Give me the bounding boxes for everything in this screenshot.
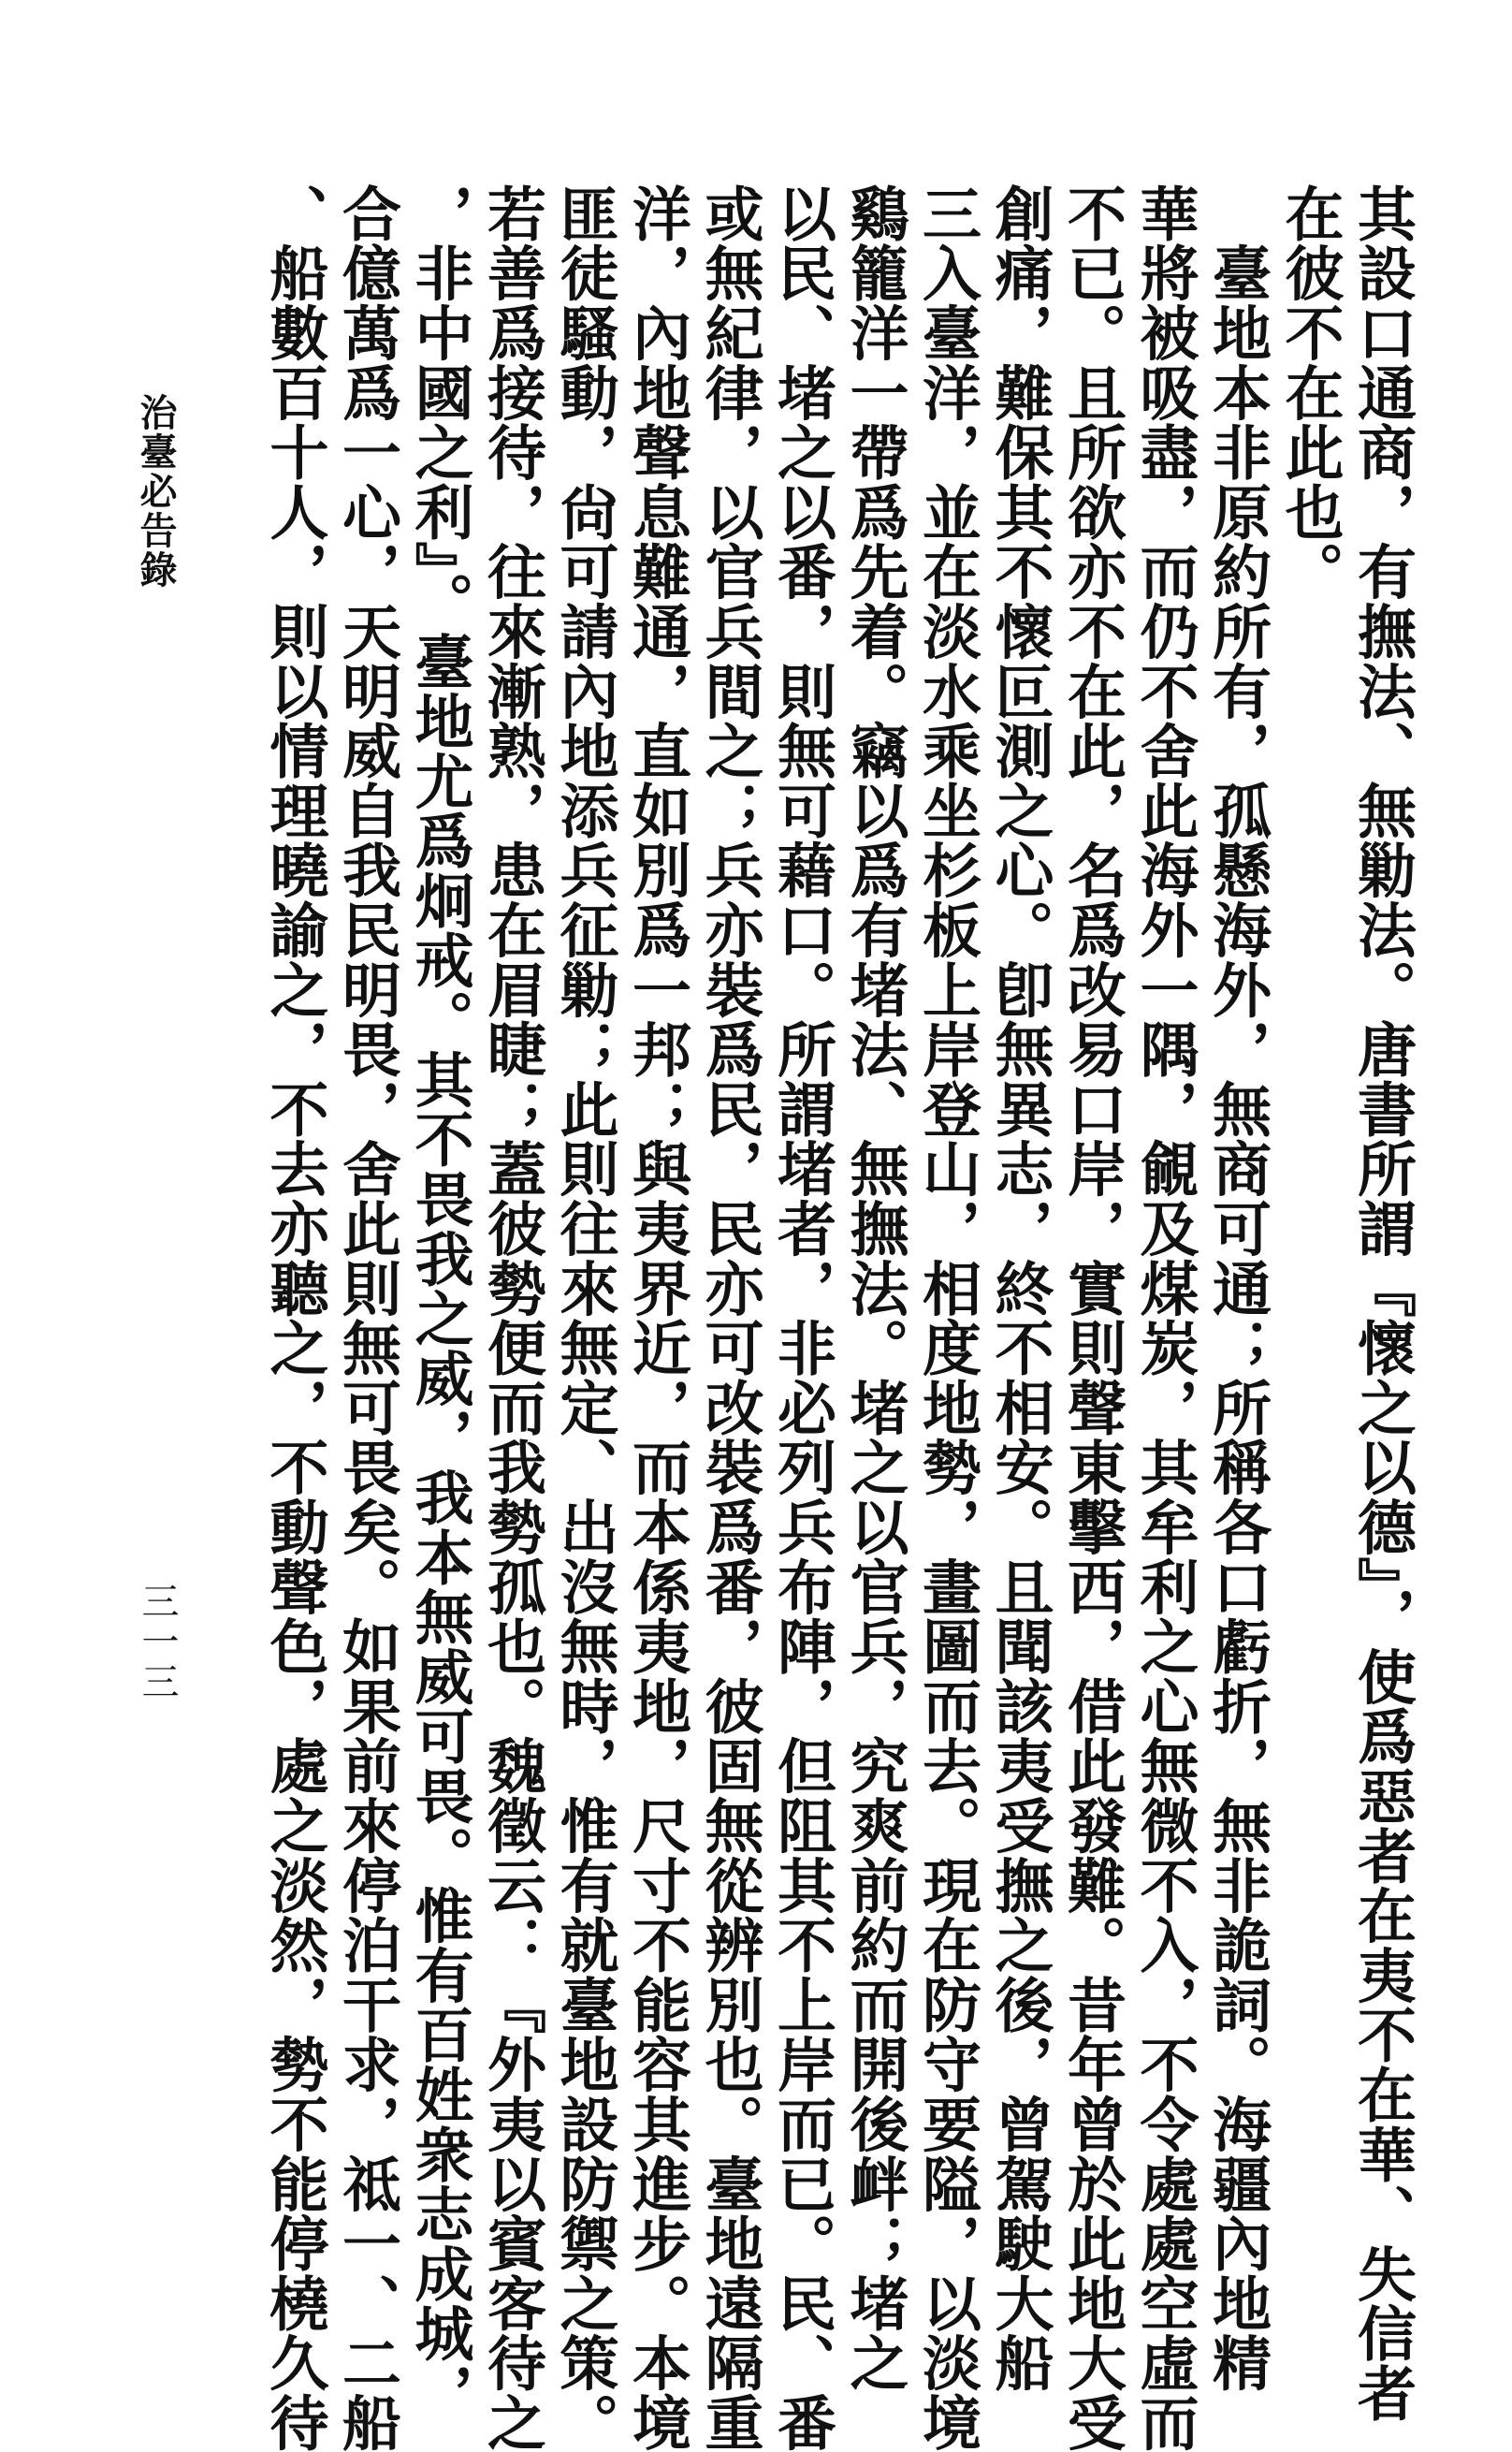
text-column-12: 匪徒騷動，尙可請內地添兵征勦；此則往來無定、出沒無時，惟有就臺地設防禦之策。: [550, 183, 620, 2452]
running-header-title: 治臺必告錄: [134, 393, 178, 590]
text-column-11: 洋，內地聲息難通，直如別爲一邦；與夷界近，而本係夷地，尺寸不能容其進步。本境: [623, 183, 692, 2452]
text-column-7: 三入臺洋，並在淡水乘坐杉板上岸登山，相度地勢，畫圖而去。現在防守要隘，以淡境: [913, 183, 982, 2452]
text-column-5: 不已。且所欲亦不在此，名爲改易口岸，實則聲東擊西，借此發難。昔年曾於此地大受: [1058, 183, 1127, 2452]
text-column-14: ，非中國之利』。臺地尤爲炯戒。其不畏我之威，我本無威可畏。惟有百姓衆志成城，: [405, 183, 475, 2423]
text-column-2: 在彼不在此也。: [1275, 183, 1345, 602]
text-column-1: 其設口通商，有撫法、無勦法。唐書所謂『懷之以德』，使爲惡者在夷不在華、失信者: [1348, 183, 1418, 2423]
text-column-6: 創痛，難保其不懷叵測之心。卽無異志，終不相安。且聞該夷受撫之後，曾駕駛大船: [985, 183, 1055, 2393]
text-column-4: 華將被吸盡，而仍不舍此海外一隅，覦及煤炭，其牟利之心無微不入，不令處處空虛而: [1130, 183, 1200, 2452]
text-column-9: 以民、堵之以番，則無可藉口。所謂堵者，非必列兵布陣，但阻其不上岸而已。民、番: [768, 183, 837, 2452]
main-text-block: [202, 183, 1418, 2452]
text-column-16: 、船數百十人，則以情理曉諭之，不去亦聽之，不動聲色，處之淡然，勢不能停橈久待: [260, 183, 330, 2452]
text-column-13: 若善爲接待，往來漸熟，患在眉睫；蓋彼勢便而我勢孤也。魏徵云：『外夷以賓客待之: [478, 183, 547, 2452]
page-number: 三一三: [136, 1582, 179, 1702]
text-column-15: 合億萬爲一心，天明威自我民明畏，舍此則無可畏矣。如果前來停泊干求，祗一、二船: [333, 183, 402, 2452]
text-column-3: 臺地本非原約所有，孤懸海外，無商可通；所稱各口虧折，無非詭詞。海疆內地精: [1203, 183, 1272, 2393]
text-column-10: 或無紀律，以官兵間之；兵亦裝爲民，民亦可改裝爲番，彼固無從辨別也。臺地遠隔重: [695, 183, 765, 2452]
text-column-8: 鷄籠洋一帶爲先着。竊以爲有堵法、無撫法。堵之以官兵，究爽前約而開後衅；堵之: [840, 183, 910, 2393]
